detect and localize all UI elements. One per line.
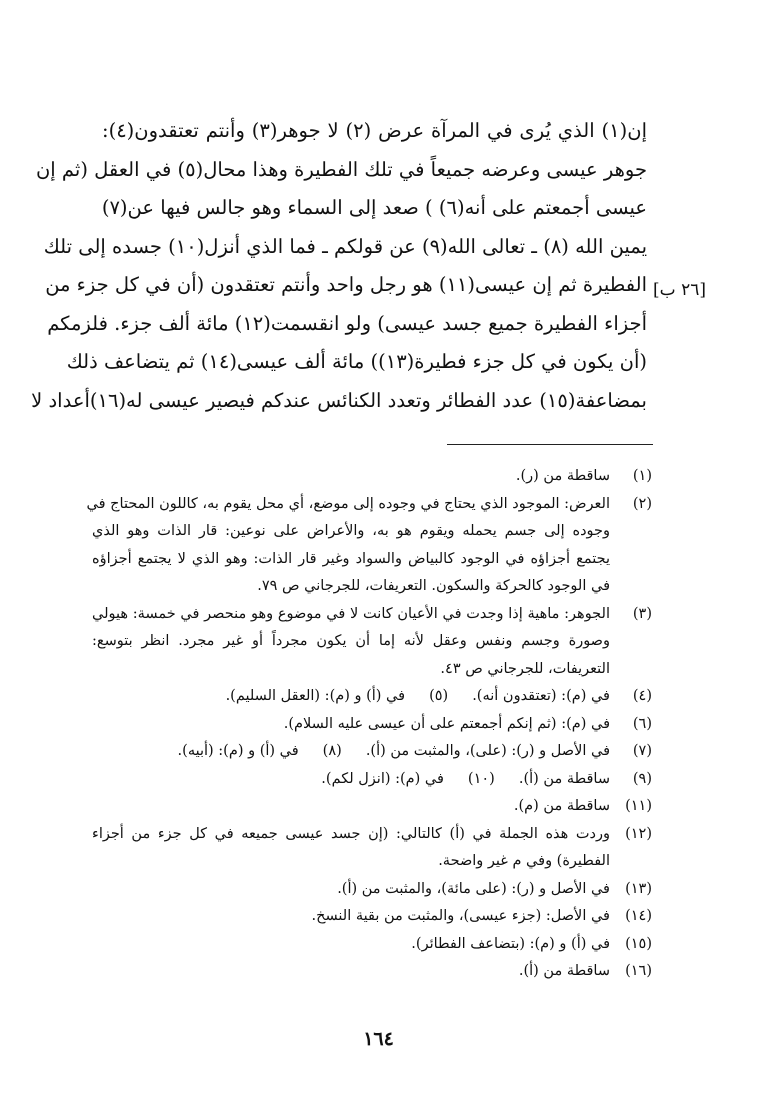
footnote-row: [92, 766, 610, 794]
footnote: [92, 766, 652, 794]
footnote: [92, 958, 652, 986]
main-text-line: يمين الله (٨) ـ تعالى الله(٩) عن قولكم ـ فما الذي أنزل(١٠) جسده إلى تلك: [43, 234, 647, 258]
footnote-divider: [447, 444, 653, 445]
footnote-row: [92, 738, 610, 766]
main-text-body: [31, 112, 647, 420]
footnote-number: (٤): [632, 688, 652, 704]
footnote-number: (١٥): [625, 935, 652, 952]
footnotes: [86, 463, 652, 986]
footnote-number: (١١): [625, 798, 652, 814]
footnote-number: (١٤): [625, 908, 652, 924]
footnote-number: (١): [632, 468, 652, 484]
footnote: [92, 903, 652, 931]
footnote-text: في (أ) و (م): (بتضاعف الفطائر).: [411, 935, 610, 952]
footnote-text: ساقطة من (أ).: [518, 963, 610, 979]
footnote: [92, 738, 652, 766]
main-text-line: جوهر عيسى وعرضه جميعاً في تلك الفطيرة وهذا محال(٥) في العقل (ثم إن: [35, 157, 647, 181]
main-text-line: عيسى أجمعتم على أنه(٦) ) صعد إلى السماء وهو جالس فيها عن(٧): [101, 196, 647, 219]
main-text-line: الفطيرة ثم إن عيسى(١١) هو رجل واحد وأنتم تعتقدون (أن في كل جزء من: [45, 273, 647, 296]
footnote-text: العرض: الموجود الذي يحتاج في وجوده إلى موضع، أي محل يقوم به، كاللون المحتاج في: [86, 495, 610, 512]
footnote: [92, 931, 652, 959]
footnote-number: (١٢): [625, 825, 652, 842]
footnote-text: في الأصل: (جزء عيسى)، والمثبت من بقية النسخ.: [311, 908, 610, 924]
footnote: [92, 463, 652, 491]
footnote-text: التعريفات، للجرجاني ص ٤٣.: [440, 660, 610, 677]
footnote-number: (٩): [632, 770, 652, 787]
footnote: [92, 821, 652, 876]
footnote-text: في (م): (انزل لكم).: [321, 770, 444, 787]
footnote-text: في (م): (ثم إنكم أجمعتم على أن عيسى عليه السلام).: [283, 715, 610, 732]
footnote-number: (١٦): [625, 963, 652, 979]
footnote-text: في الأصل و (ر): (على مائة)، والمثبت من (أ).: [337, 880, 610, 897]
footnote: [92, 683, 652, 711]
footnote-number: (٣): [632, 605, 652, 622]
footnote-number: (٦): [632, 715, 652, 732]
footnote-number: (١٠): [467, 770, 495, 787]
footnote: [92, 793, 652, 821]
footnote: [86, 491, 652, 601]
footnote-text: في (م): (تعتقدون أنه).: [472, 688, 610, 704]
footnote-number: (٢): [632, 495, 652, 512]
footnote-text: ساقطة من (أ).: [518, 770, 610, 787]
footnote-number: (١٣): [625, 880, 652, 897]
footnote-text: في (أ) و (م): (العقل السليم).: [225, 688, 406, 704]
main-text-line: أجزاء الفطيرة جميع جسد عيسى) ولو انقسمت(١٢) مائة ألف جزء. فلزمكم: [47, 311, 647, 335]
footnote-text: في الوجود كالحركة والسكون. التعريفات، للجرجاني ص ٧٩.: [257, 578, 610, 594]
footnote-text: الجوهر: ماهية إذا وجدت في الأعيان كانت لا في موضوع وهو منحصر في خمسة: هيولي: [92, 605, 610, 622]
footnote-number: (٨): [322, 743, 342, 759]
manuscript-folio-marker: [٢٦ ب]: [653, 280, 706, 300]
footnote-text: في الأصل و (ر): (على)، والمثبت من (أ).: [365, 743, 610, 759]
footnote-text: وردت هذه الجملة في (أ) كالتالي: (إن جسد عيسى جميعه في كل جزء من أجزاء: [92, 825, 610, 842]
main-text-line: (أن يكون في كل جزء فطيرة(١٣)) مائة ألف عيسى(١٤) ثم يتضاعف ذلك: [66, 350, 647, 373]
main-text-line: بمضاعفة(١٥) عدد الفطائر وتعدد الكنائس عندكم فيصير عيسى له(١٦)أعداد لا: [31, 388, 647, 412]
footnote-text: ساقطة من (م).: [513, 798, 610, 814]
footnote-row: [92, 683, 610, 711]
footnote: [92, 711, 652, 739]
footnote-number: (٥): [429, 688, 449, 704]
footnote-text: يجتمع أجزاؤه في الوجود كالبياض والسواد وغير قار الذات: وهو الذي لا يجتمع أجزاؤه: [92, 550, 610, 567]
footnote: [92, 876, 652, 904]
footnote: [92, 601, 652, 684]
main-text-line: إن(١) الذي يُرى في المرآة عرض (٢) لا جوهر(٣) وأنتم تعتقدون(٤):: [102, 119, 647, 142]
footnote-number: (٧): [632, 743, 652, 759]
footnote-text: ساقطة من (ر).: [515, 468, 610, 484]
page-number: ١٦٤: [363, 1028, 394, 1050]
footnote-text: في (أ) و (م): (أبيه).: [177, 743, 299, 759]
footnote-text: الفطيرة) وفي م غير واضحة.: [438, 853, 610, 869]
footnote-text: وجوده إلى جسم يحمله ويقوم هو به، والأعراض على نوعين: قار الذات وهو الذي: [92, 523, 610, 539]
footnote-text: وصورة وجسم ونفس وعقل لأنه إما أن يكون مجرداً أو غير مجرد. انظر بتوسع:: [92, 633, 610, 649]
